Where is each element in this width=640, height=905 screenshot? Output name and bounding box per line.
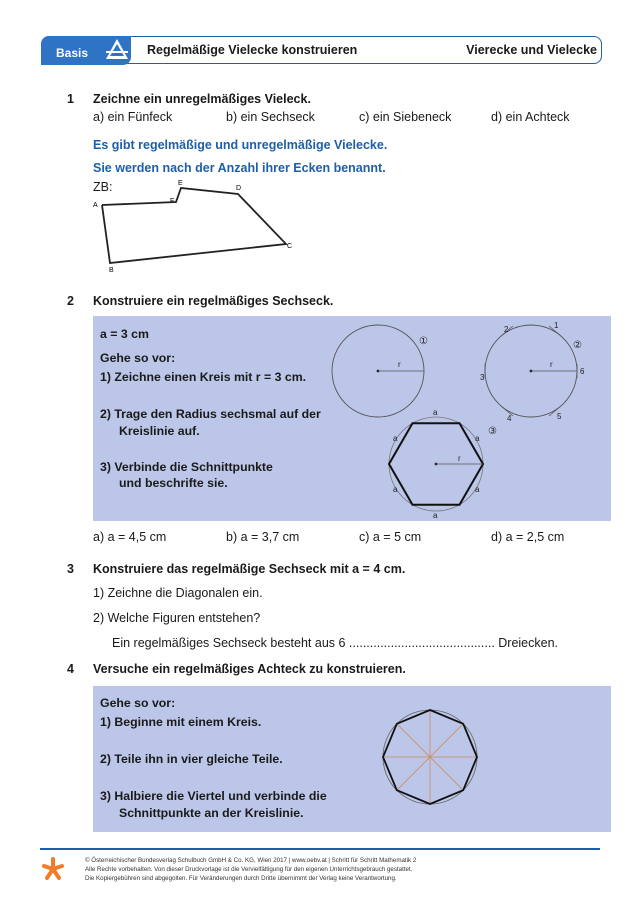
steps-title: Gehe so vor: [100, 696, 176, 710]
step-1: 1) Beginne mit einem Kreis. [100, 715, 262, 729]
task-number: 2 [67, 294, 74, 308]
section-title: Vierecke und Vielecke [466, 43, 597, 57]
footer-fees: Die Kopiergebühren sind abgegolten. Für Veränderungen durch Dritte übernimmt der Verlag keine Verantwortung. [85, 875, 397, 882]
info-text-1: Es gibt regelmäßige und unregelmäßige Vielecke. [93, 138, 388, 152]
task-prompt: Versuche ein regelmäßiges Achteck zu konstruieren. [93, 662, 406, 676]
side-label-a: a [475, 434, 480, 443]
option-a: a) ein Fünfeck [93, 110, 173, 124]
footer-divider [40, 848, 600, 850]
vertex-f-label: F [170, 198, 175, 205]
mark-5: 5 [557, 412, 562, 421]
vertex-b-label: B [109, 267, 114, 274]
task-prompt: Konstruiere ein regelmäßiges Sechseck. [93, 294, 334, 308]
step-3-cont: Schnittpunkte an der Kreislinie. [119, 806, 304, 820]
level-triangle-icon [104, 37, 130, 63]
mark-6: 6 [580, 367, 585, 376]
footer-copyright: © Österreichischer Bundesverlag Schulbuch GmbH & Co. KG, Wien 2017 | www.oebv.at | Schritt für Schritt Mathematik 2 [85, 857, 417, 864]
option-a: a) a = 4,5 cm [93, 530, 167, 544]
vertex-c-label: C [287, 243, 293, 250]
mark-3: 3 [480, 373, 485, 382]
answer-line: Ein regelmäßiges Sechseck besteht aus 6 .......................................... Dreiecken. [112, 636, 559, 650]
basis-label: Basis [56, 46, 89, 60]
step-3: 3) Verbinde die Schnittpunkte [100, 460, 273, 474]
task-number: 4 [67, 662, 74, 676]
step-2: 2) Teile ihn in vier gleiche Teile. [100, 752, 283, 766]
side-label-a: a [433, 511, 438, 520]
side-label-a: a [433, 408, 438, 417]
option-d: d) a = 2,5 cm [491, 530, 565, 544]
task-number: 3 [67, 562, 74, 576]
footer-rights: Alle Rechte vorbehalten. Von dieser Druckvorlage ist die Vervielfältigung für den eigenen Unterrichtsgebrauch gestattet. [85, 866, 413, 873]
option-b: b) a = 3,7 cm [226, 530, 300, 544]
irregular-polygon-figure [88, 176, 298, 276]
step-3: 3) Halbiere die Viertel und verbinde die [100, 789, 327, 803]
step-1: 1) Zeichne einen Kreis mit r = 3 cm. [100, 370, 307, 384]
vertex-a-label: A [93, 202, 98, 209]
octagon-construction-figure [370, 697, 490, 817]
vertex-d-label: D [236, 185, 242, 192]
steps-title: Gehe so vor: [100, 351, 176, 365]
step-3-cont: und beschrifte sie. [119, 476, 228, 490]
step-2: 2) Trage den Radius sechsmal auf der [100, 407, 321, 421]
example-label: ZB: [93, 180, 113, 194]
task-prompt: Zeichne ein unregelmäßiges Vieleck. [93, 92, 311, 106]
step-marker-1: ① [419, 336, 428, 347]
step-marker-3: ③ [488, 426, 497, 437]
option-c: c) a = 5 cm [359, 530, 422, 544]
step-marker-2: ② [573, 340, 582, 351]
publisher-logo-icon [40, 856, 66, 882]
option-b: b) ein Sechseck [226, 110, 315, 124]
vertex-e-label: E [178, 180, 183, 187]
hexagon-construction-figure [300, 316, 611, 521]
task-prompt: Konstruiere das regelmäßige Sechseck mit a = 4 cm. [93, 562, 406, 576]
radius-label: r [398, 360, 401, 369]
subtask-2: 2) Welche Figuren entstehen? [93, 611, 261, 625]
mark-1: 1 [554, 321, 559, 330]
radius-label: r [550, 360, 553, 369]
subtask-1: 1) Zeichne die Diagonalen ein. [93, 586, 263, 600]
info-text-2: Sie werden nach der Anzahl ihrer Ecken benannt. [93, 161, 386, 175]
side-label-a: a [393, 485, 398, 494]
radius-label: r [458, 454, 461, 463]
mark-2: 2 [504, 325, 509, 334]
task-number: 1 [67, 92, 74, 106]
page-title: Regelmäßige Vielecke konstruieren [147, 43, 358, 57]
step-2-cont: Kreislinie auf. [119, 424, 200, 438]
side-label-a: a [475, 485, 480, 494]
option-d: d) ein Achteck [491, 110, 570, 124]
side-label-a: a [393, 434, 398, 443]
mark-4: 4 [507, 414, 512, 423]
option-c: c) ein Siebeneck [359, 110, 452, 124]
given-length: a = 3 cm [100, 327, 149, 341]
